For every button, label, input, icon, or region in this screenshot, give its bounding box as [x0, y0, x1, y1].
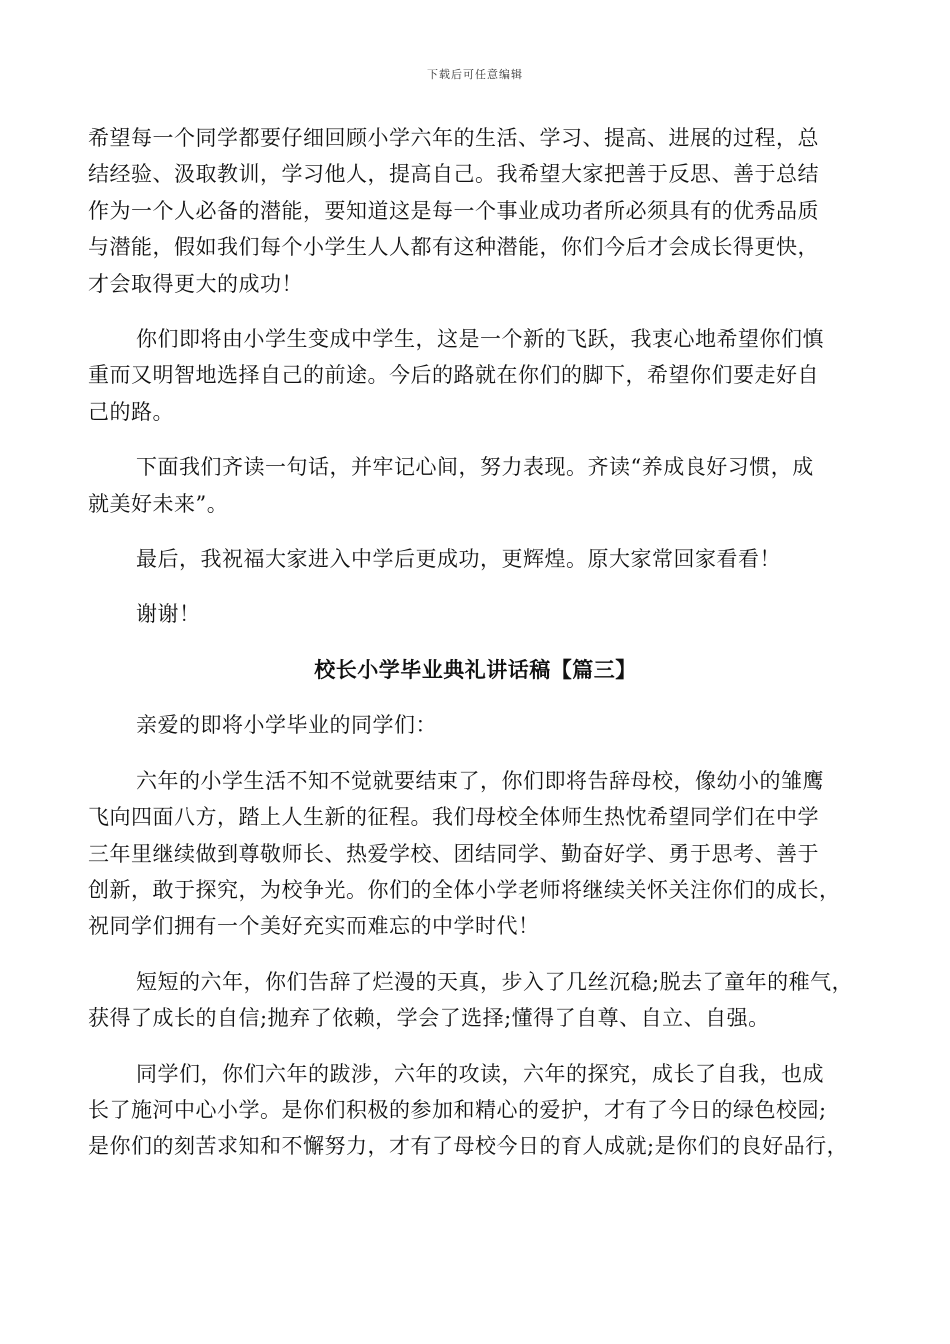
- section-title: 校长小学毕业典礼讲话稿【篇三】: [314, 656, 637, 682]
- paragraph-4: [88, 541, 863, 577]
- text-line: 获得了成长的自信;抛弃了依赖，学会了选择;懂得了自尊、自立、自强。: [88, 1006, 770, 1031]
- text-line: 己的路。: [88, 399, 174, 424]
- text-line: 你们即将由小学生变成中学生，这是一个新的飞跃，我衷心地希望你们慎: [136, 327, 824, 352]
- text-line: 飞向四面八方，踏上人生新的征程。我们母校全体师生热忱希望同学们在中学: [88, 805, 819, 830]
- paragraph-9: [88, 1056, 863, 1165]
- paragraph-6: [88, 707, 863, 743]
- text-line: 祝同学们拥有一个美好充实而难忘的中学时代！: [88, 914, 540, 939]
- paragraph-2: [88, 321, 863, 430]
- page-header: 下载后可任意编辑: [427, 68, 523, 81]
- paragraph-5: [88, 596, 863, 632]
- text-line: 三年里继续做到尊敬师长、热爱学校、团结同学、勤奋好学、勇于思考、善于: [88, 841, 819, 866]
- text-line: 结经验、汲取教训，学习他人，提高自己。我希望大家把善于反思、善于总结: [88, 162, 819, 187]
- paragraph-3: [88, 449, 863, 522]
- text-line: 重而又明智地选择自己的前途。今后的路就在你们的脚下，希望你们要走好自: [88, 363, 819, 388]
- text-line: 就美好未来”。: [88, 491, 229, 516]
- paragraph-8: [88, 964, 863, 1037]
- text-line: 下面我们齐读一句话，并牢记心间，努力表现。齐读“养成良好习惯，成: [136, 455, 814, 480]
- paragraph-7: [88, 763, 863, 945]
- text-line: 是你们的刻苦求知和不懈努力，才有了母校今日的育人成就;是你们的良好品行，: [88, 1134, 849, 1159]
- text-line: 希望每一个同学都要仔细回顾小学六年的生活、学习、提高、进展的过程，总: [88, 126, 819, 150]
- text-line: 亲爱的即将小学毕业的同学们：: [136, 713, 437, 738]
- text-line: 六年的小学生活不知不觉就要结束了，你们即将告辞母校，像幼小的雏鹰: [136, 768, 824, 793]
- text-line: 创新，敢于探究，为校争光。你们的全体小学老师将继续关怀关注你们的成长，: [88, 877, 841, 902]
- text-line: 短短的六年，你们告辞了烂漫的天真，步入了几丝沉稳;脱去了童年的稚气，: [136, 969, 854, 994]
- text-line: 最后，我祝福大家进入中学后更成功，更辉煌。原大家常回家看看！: [136, 547, 781, 572]
- text-line: 谢谢！: [136, 602, 201, 627]
- text-line: 长了施河中心小学。是你们积极的参加和精心的爱护，才有了今日的绿色校园;: [88, 1097, 827, 1122]
- document-body: [88, 120, 863, 1165]
- text-line: 与潜能，假如我们每个小学生人人都有这种潜能，你们今后才会成长得更快，: [88, 235, 819, 260]
- text-line: 作为一个人必备的潜能，要知道这是每一个事业成功者所必须具有的优秀品质: [88, 198, 819, 223]
- text-line: 才会取得更大的成功！: [88, 271, 303, 296]
- paragraph-1: [88, 120, 863, 302]
- text-line: 同学们，你们六年的跋涉，六年的攻读，六年的探究，成长了自我，也成: [136, 1061, 824, 1086]
